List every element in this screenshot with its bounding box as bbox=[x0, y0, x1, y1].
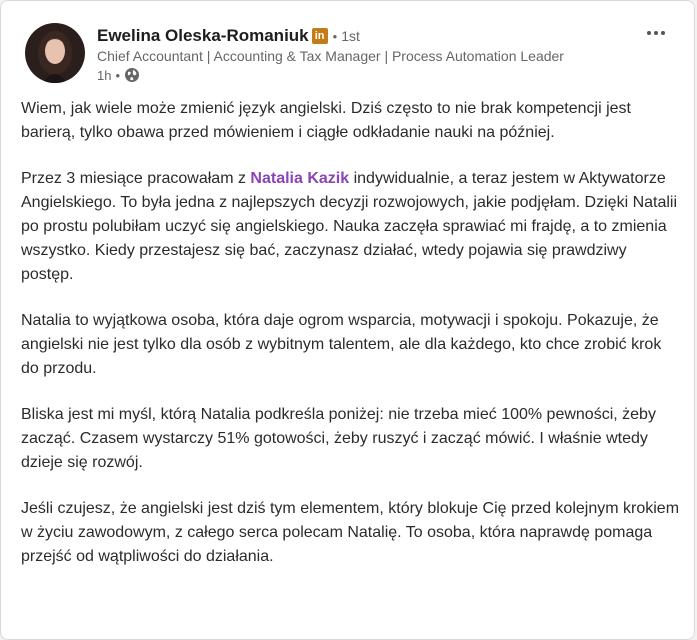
separator-dot: • bbox=[332, 28, 338, 44]
more-options-icon bbox=[646, 30, 666, 36]
more-options-button[interactable] bbox=[640, 21, 672, 45]
connection-degree: 1st bbox=[341, 28, 360, 44]
author-avatar[interactable] bbox=[25, 23, 85, 83]
separator-dot: • bbox=[115, 67, 121, 83]
post-paragraph-1: Wiem, jak wiele może zmienić język angielski. Dziś często to nie brak kompetencji jest barierą, tylko obawa przed mówieniem i ciągłe odkładanie nauki na później. bbox=[21, 100, 631, 141]
post-paragraph-3: Natalia to wyjątkowa osoba, która daje ogrom wsparcia, motywacji i spokoju. Pokazuje, że angielski nie jest tylko dla osób z wybitnym talentem, ale dla każdego, kto chce zrobić krok do przodu. bbox=[21, 312, 662, 377]
mention-link[interactable]: Natalia Kazik bbox=[250, 170, 350, 187]
paragraph-2-rest: indywidualnie, a teraz jestem w Aktywatorze Angielskiego. To była jedna z najlepszych decyzji rozwojowych, jakie podjęłam. Dzięki Natalii po prostu polubiłam uczyć się angielskiego. Nauka zaczęła sprawiać mi frajdę, a to zmienia wszystko. Kiedy przestajesz się bać, zaczynasz działać, wtedy pojawia się prawdziwy postęp. bbox=[21, 170, 678, 283]
post-paragraph-4: Bliska jest mi myśl, którą Natalia podkreśla poniżej: nie trzeba mieć 100% pewności, żeby zacząć. Czasem wystarczy 51% gotowości, żeby ruszyć i zacząć mówić. I właśnie wtedy dzieje się rozwój. bbox=[21, 406, 656, 471]
paragraph-2-start: Przez 3 miesiące pracowałam z bbox=[21, 170, 251, 187]
globe-icon bbox=[124, 67, 140, 83]
post-paragraph-2 bbox=[21, 167, 681, 287]
post-time: 1h bbox=[97, 67, 112, 83]
post-paragraph-5: Jeśli czujesz, że angielski jest dziś tym elementem, który blokuje Cię przed kolejnym krokiem w życiu zawodowym, z całego serca polecam Natalię. To osoba, która naprawdę pomaga przejść od wątpliwości do działania. bbox=[21, 500, 680, 565]
author-headline: Chief Accountant | Accounting & Tax Manager | Process Automation Leader bbox=[97, 48, 564, 64]
author-name[interactable]: Ewelina Oleska-Romaniuk bbox=[97, 26, 309, 45]
linkedin-premium-badge-icon: in bbox=[312, 28, 328, 44]
post-meta bbox=[97, 67, 140, 83]
post-body bbox=[21, 97, 681, 591]
author-name-row bbox=[97, 25, 360, 47]
